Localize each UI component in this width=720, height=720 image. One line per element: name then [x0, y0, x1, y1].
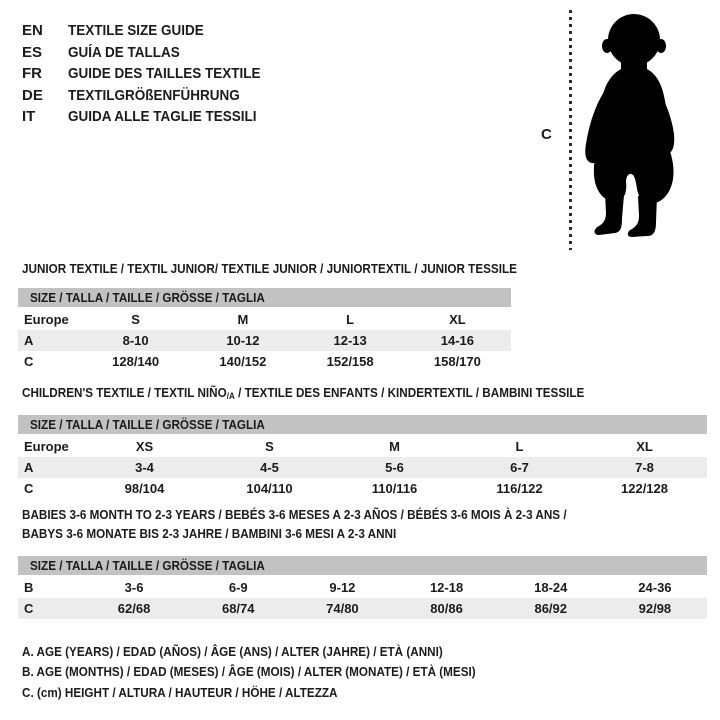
footnote-c: C. (cm) HEIGHT / ALTURA / HAUTEUR / HÖHE / ALTEZZA — [22, 684, 338, 700]
language-row — [22, 85, 282, 107]
language-code: DE — [22, 86, 43, 104]
language-row — [22, 42, 282, 64]
babies-size-table — [18, 556, 707, 619]
size-header-band: SIZE / TALLA / TAILLE / GRÖSSE / TAGLIA — [18, 288, 511, 307]
table-row-europe: Europe S M L XL — [24, 312, 466, 327]
table-row-height: C 62/68 68/74 74/80 80/86 86/92 92/98 — [18, 598, 707, 619]
language-code: EN — [22, 22, 43, 39]
language-row — [22, 106, 282, 128]
table-row-age: A 3-4 4-5 5-6 6-7 7-8 — [18, 457, 707, 478]
table-row-height: C 98/104 104/110 110/116 116/122 122/128 — [24, 481, 668, 496]
table-row-europe: Europe XS S M L XL — [24, 439, 653, 454]
section-title-junior: JUNIOR TEXTILE / TEXTIL JUNIOR/ TEXTILE JUNIOR / JUNIORTEXTIL / JUNIOR TESSILE — [22, 261, 517, 276]
size-header-band: SIZE / TALLA / TAILLE / GRÖSSE / TAGLIA — [18, 415, 707, 434]
language-row — [22, 20, 282, 42]
language-list — [22, 20, 282, 128]
language-label: GUÍA DE TALLAS — [68, 43, 180, 61]
language-label: TEXTILGRÖßENFÜHRUNG — [68, 86, 240, 104]
section-title-children: CHILDREN'S TEXTILE / TEXTIL $NIÑO_{/A}$ / TEXTILE DES ENFANTS / KINDERTEXTIL / BAMBINI TESSILE — [22, 385, 585, 401]
children-size-table — [18, 415, 707, 499]
footnote-a: A. AGE (YEARS) / EDAD (AÑOS) / ÂGE (ANS) / ALTER (JAHRE) / ETÀ (ANNI) — [22, 644, 443, 659]
table-row-height: C 128/140 140/152 152/158 158/170 — [24, 354, 481, 369]
height-marker-label: C — [541, 126, 552, 143]
language-label: GUIDA ALLE TAGLIE TESSILI — [68, 108, 257, 125]
language-code: IT — [22, 108, 36, 125]
size-header-band: SIZE / TALLA / TAILLE / GRÖSSE / TAGLIA — [18, 556, 707, 575]
language-code: FR — [22, 65, 42, 82]
language-code: ES — [22, 43, 43, 61]
height-dotted-line — [569, 10, 572, 250]
language-row — [22, 63, 282, 85]
language-label: TEXTILE SIZE GUIDE — [68, 22, 204, 39]
language-label: GUIDE DES TAILLES TEXTILE — [68, 65, 261, 82]
section-title-babies: BABIES 3-6 MONTH TO 2-3 YEARS / BEBÉS 3-6 MESES A 2-3 AÑOS / BÉBÉS 3-6 MOIS À 2-3 ANS / BABYS 3-6 MONATE BIS 2-3 JAHRE / BAMBINI 3-6 MESI A 2-3 ANNI — [22, 507, 567, 541]
footnote-b: B. AGE (MONTHS) / EDAD (MESES) / ÂGE (MOIS) / ALTER (MONATE) / ETÀ (MESI) — [22, 664, 476, 680]
footnote-legend — [22, 642, 526, 703]
table-row-age-months: B 3-6 6-9 9-12 12-18 18-24 24-36 — [24, 580, 672, 595]
junior-size-table — [18, 288, 511, 372]
table-row-age: A 8-10 10-12 12-13 14-16 — [18, 330, 511, 351]
toddler-silhouette-icon — [579, 8, 685, 250]
